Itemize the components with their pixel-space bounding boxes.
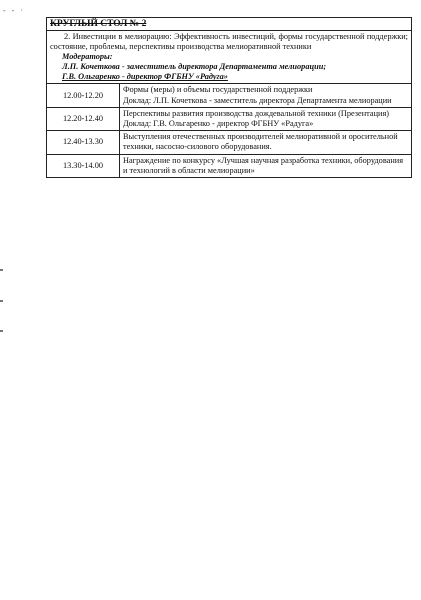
schedule-line: Награждение по конкурсу «Лучшая научная разработка техники, оборудования и технологий в области мелиорации» (123, 155, 404, 175)
schedule-row (47, 131, 411, 154)
schedule-line: Доклад: Л.П. Кочеткова - заместитель директора Департамента мелиорации (123, 95, 392, 105)
section-topic: 2. Инвестиции в мелиорацию: Эффективность инвестиций, формы государственной поддержки; состояние, проблемы, перспективы производства мелиоративной техники (50, 32, 408, 52)
moderator-line: Г.В. Ольгаренко - директор ФГБНУ «Радуга» (62, 72, 228, 82)
schedule-description (120, 84, 412, 107)
margin-mark (0, 330, 3, 332)
schedule-row (47, 107, 411, 130)
schedule-line: Формы (меры) и объемы государственной поддержки (123, 85, 313, 95)
schedule-table (47, 84, 411, 177)
schedule-description (120, 107, 412, 130)
corner-mark: - - · (3, 6, 25, 15)
round-table-block (46, 17, 412, 178)
schedule-row (47, 84, 411, 107)
schedule-description (120, 154, 412, 177)
schedule-row (47, 154, 411, 177)
moderator-line: Л.П. Кочеткова - заместитель директора Департамента мелиорации; (62, 62, 327, 72)
schedule-time: 12.20-12.40 (47, 107, 120, 130)
schedule-line: Выступления отечественных производителей мелиоративной и оросительной техники, насосно-силового оборудования. (123, 132, 398, 152)
margin-mark (0, 269, 3, 271)
section-header (47, 31, 411, 84)
round-table-title: КРУГЛЫЙ СТОЛ № 2 (47, 18, 411, 31)
moderators-label: Модераторы: (62, 52, 113, 62)
schedule-time: 12.40-13.30 (47, 131, 120, 154)
schedule-line: Доклад: Г.В. Ольгаренко - директор ФГБНУ «Радуга» (123, 119, 314, 129)
schedule-description (120, 131, 412, 154)
schedule-time: 12.00-12.20 (47, 84, 120, 107)
schedule-line: Перспективы развития производства дождевальной техники (Презентация) (123, 108, 390, 118)
margin-mark (0, 300, 3, 302)
schedule-time: 13.30-14.00 (47, 154, 120, 177)
